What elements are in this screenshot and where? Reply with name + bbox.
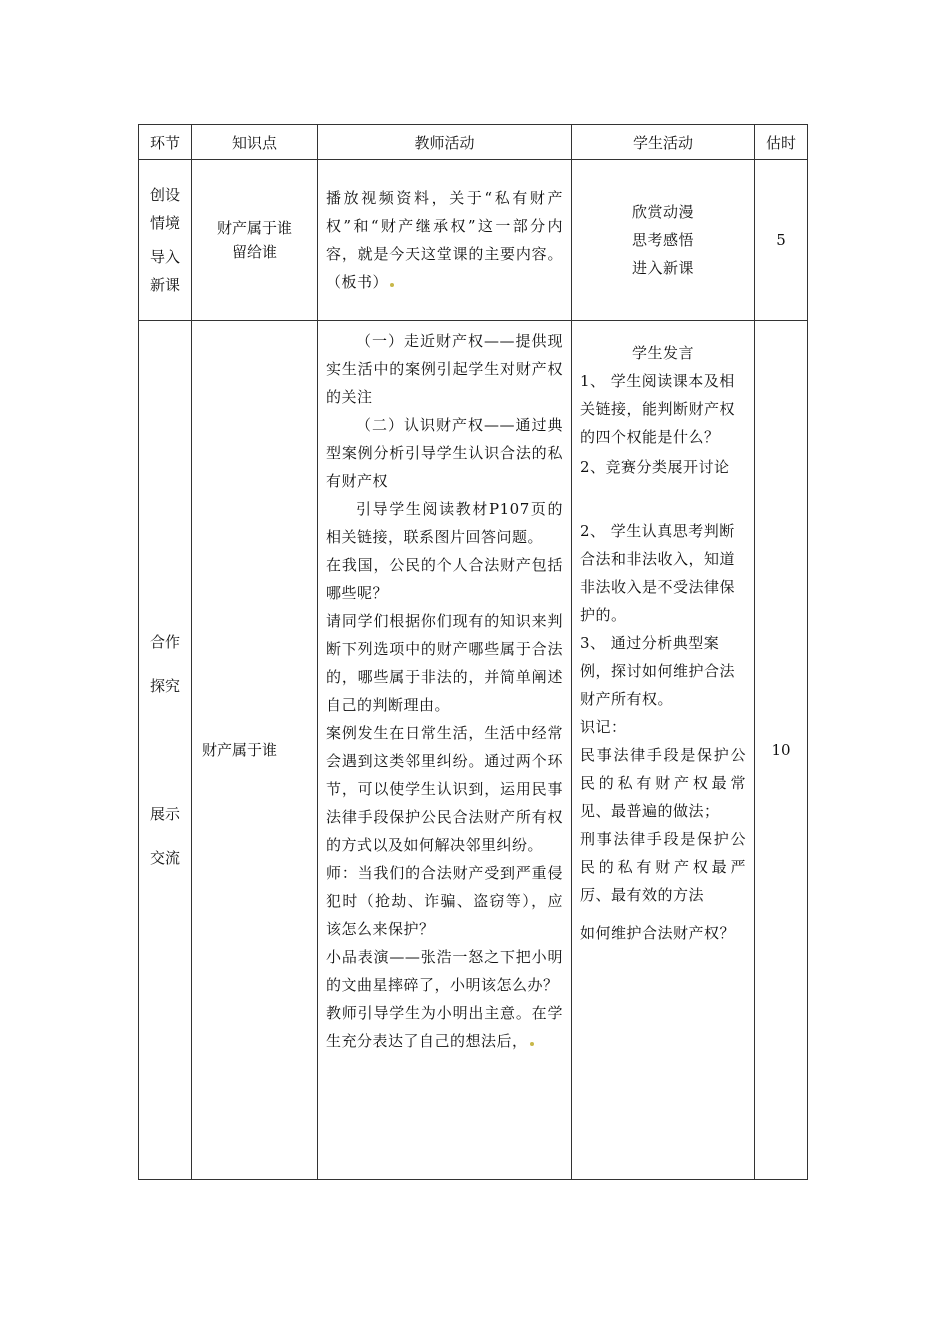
stage-cell — [139, 321, 192, 1180]
teacher-text: 引导学生阅读教材P107页的相关链接，联系图片回答问题。 — [326, 500, 563, 546]
header-teacher: 教师活动 — [318, 125, 572, 160]
teacher-text: 请同学们根据你们现有的知识来判断下列选项中的财产哪些属于合法的，哪些属于非法的，并简单阐述自己的判断理由。 — [326, 612, 563, 714]
lesson-plan-table — [138, 124, 808, 1180]
stage-text: 探究 — [149, 677, 180, 695]
stage-text: 合作 — [149, 633, 180, 651]
note-text: 民事法律手段是保护公民的私有财产权最常见、最普遍的做法； — [580, 746, 746, 820]
knowledge-text: 财产属于谁 — [202, 741, 278, 759]
list-item: 3、 通过分析典型案例，探讨如何维护合法财产所有权。 — [580, 634, 736, 708]
teacher-text: （二）认识财产权——通过典型案例分析引导学生认识合法的私有财产权 — [326, 416, 563, 490]
stage-text: 新课 — [149, 276, 180, 294]
stage-text: 交流 — [149, 849, 180, 867]
teacher-text: 案例发生在日常生活，生活中经常会遇到这类邻里纠纷。通过两个环节，可以使学生认识到，运用民事法律手段保护公民合法财产所有权的方式以及如何解决邻里纠纷。 — [326, 724, 563, 854]
list-item: 2、 学生认真思考判断合法和非法收入，知道非法收入是不受法律保护的。 — [580, 522, 736, 624]
student-text: 欣赏动漫 — [631, 203, 694, 221]
time-cell: 10 — [755, 321, 808, 1180]
stage-text: 创设 — [149, 186, 180, 204]
teacher-cell — [318, 321, 572, 1180]
header-knowledge: 知识点 — [192, 125, 318, 160]
teacher-text: （一）走近财产权——提供现实生活中的案例引起学生对财产权的关注 — [326, 332, 563, 406]
teacher-cell — [318, 160, 572, 321]
knowledge-text: 财产属于谁 — [216, 219, 292, 237]
header-row — [139, 125, 808, 160]
student-cell — [572, 321, 755, 1180]
note-text: 刑事法律手段是保护公民的私有财产权最严厉、最有效的方法 — [580, 830, 746, 904]
list-item: 1、 学生阅读课本及相关链接，能判断财产权的四个权能是什么？ — [580, 372, 736, 446]
stage-text: 情境 — [149, 214, 180, 232]
edit-mark-icon — [530, 1042, 534, 1046]
edit-mark-icon — [390, 283, 394, 287]
knowledge-text: 留给谁 — [231, 243, 277, 261]
teacher-text: 教师引导学生为小明出主意。在学生充分表达了自己的想法后， — [326, 1004, 563, 1050]
stage-text: 展示 — [149, 805, 180, 823]
student-text: 进入新课 — [631, 259, 694, 277]
header-stage: 环节 — [139, 125, 192, 160]
note-label: 识记： — [580, 718, 627, 736]
list-item: 2、竞赛分类展开讨论 — [580, 458, 730, 476]
note-text: 如何维护合法财产权？ — [580, 924, 736, 942]
header-student: 学生活动 — [572, 125, 755, 160]
stage-text: 导入 — [149, 248, 180, 266]
teacher-text: 播放视频资料，关于“私有财产权”和“财产继承权”这一部分内容，就是今天这堂课的主要内容。（板书） — [326, 189, 563, 291]
knowledge-cell — [192, 321, 318, 1180]
knowledge-cell — [192, 160, 318, 321]
teacher-text: 在我国，公民的个人合法财产包括哪些呢？ — [326, 556, 563, 602]
teacher-text: 师：当我们的合法财产受到严重侵犯时（抢劫、诈骗、盗窃等），应该怎么来保护？ — [326, 864, 563, 938]
student-cell — [572, 160, 755, 321]
stage-cell — [139, 160, 192, 321]
student-title: 学生发言 — [631, 344, 694, 362]
table-row — [139, 160, 808, 321]
time-cell: 5 — [755, 160, 808, 321]
teacher-text: 小品表演——张浩一怒之下把小明的文曲星摔碎了，小明该怎么办？ — [326, 948, 563, 994]
student-text: 思考感悟 — [631, 231, 694, 249]
table-row — [139, 321, 808, 1180]
header-time: 估时 — [755, 125, 808, 160]
